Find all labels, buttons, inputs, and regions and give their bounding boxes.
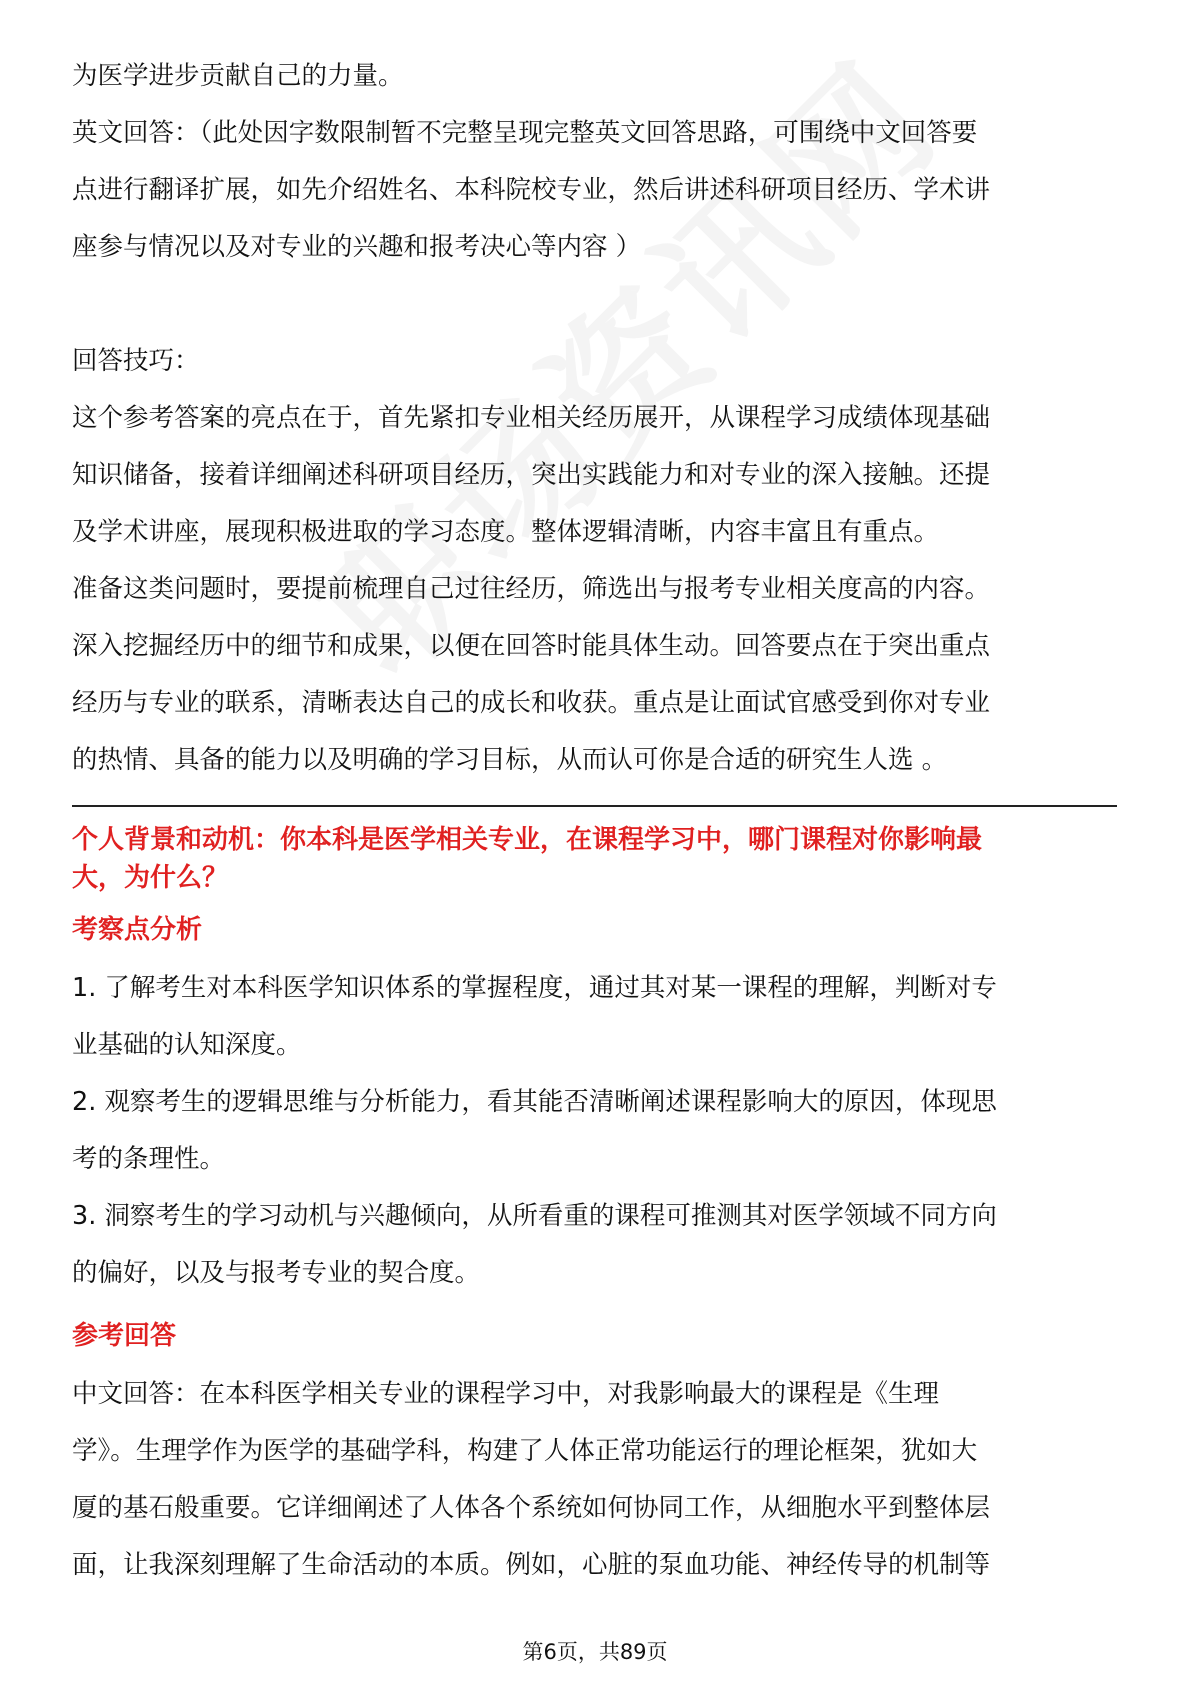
- analysis-line: 的偏好，以及与报考专业的契合度。: [72, 1258, 481, 1288]
- analysis-line: 考的条理性。: [72, 1144, 226, 1174]
- english-answer-line: 点进行翻译扩展，如先介绍姓名、本科院校专业，然后讲述科研项目经历、学术讲: [72, 175, 991, 205]
- page-number: 第6页，共89页: [522, 1640, 668, 1664]
- analysis-line: 3. 洞察考生的学习动机与兴趣倾向，从所看重的课程可推测其对医学领域不同方向: [72, 1201, 997, 1231]
- tips-line: 知识储备，接着详细阐述科研项目经历，突出实践能力和对专业的深入接触。还提: [72, 460, 991, 490]
- page-content: [72, 48, 1117, 1594]
- analysis-line: 业基础的认知深度。: [72, 1030, 302, 1060]
- section-divider: [72, 805, 1117, 807]
- tips-line: 这个参考答案的亮点在于，首先紧扣专业相关经历展开，从课程学习成绩体现基础: [72, 403, 991, 433]
- analysis-heading: 考察点分析: [72, 915, 203, 945]
- analysis-line: 1. 了解考生对本科医学知识体系的掌握程度，通过其对某一课程的理解，判断对专: [72, 973, 997, 1003]
- reference-line: 中文回答：在本科医学相关专业的课程学习中，对我影响最大的课程是《生理: [72, 1379, 940, 1409]
- reference-line: 学》。生理学作为医学的基础学科，构建了人体正常功能运行的理论框架，犹如大: [72, 1436, 978, 1466]
- tips-line: 经历与专业的联系，清晰表达自己的成长和收获。重点是让面试官感受到你对专业: [72, 688, 991, 718]
- paragraph-gap: [72, 276, 1117, 333]
- question-title-line: 个人背景和动机：你本科是医学相关专业，在课程学习中，哪门课程对你影响最: [72, 825, 983, 855]
- tips-line: 准备这类问题时，要提前梳理自己过往经历，筛选出与报考专业相关度高的内容。: [72, 574, 991, 604]
- tips-line: 深入挖掘经历中的细节和成果，以便在回答时能具体生动。回答要点在于突出重点: [72, 631, 991, 661]
- english-answer-line: 英文回答：（此处因字数限制暂不完整呈现完整英文回答思路，可围绕中文回答要: [72, 118, 978, 148]
- english-answer-line: 座参与情况以及对专业的兴趣和报考决心等内容 ）: [72, 232, 642, 262]
- reference-heading: 参考回答: [72, 1321, 177, 1351]
- reference-line: 面，让我深刻理解了生命活动的本质。例如，心脏的泵血功能、神经传导的机制等: [72, 1550, 991, 1580]
- question-title-line: 大，为什么？: [72, 863, 229, 893]
- tips-line: 及学术讲座，展现积极进取的学习态度。整体逻辑清晰，内容丰富且有重点。: [72, 517, 940, 547]
- reference-line: 厦的基石般重要。它详细阐述了人体各个系统如何协同工作，从细胞水平到整体层: [72, 1493, 991, 1523]
- tips-line: 的热情、具备的能力以及明确的学习目标，从而认可你是合适的研究生人选 。: [72, 745, 948, 775]
- analysis-line: 2. 观察考生的逻辑思维与分析能力，看其能否清晰阐述课程影响大的原因，体现思: [72, 1087, 997, 1117]
- intro-line: 为医学进步贡献自己的力量。: [72, 61, 404, 91]
- tips-heading: 回答技巧：: [72, 346, 200, 376]
